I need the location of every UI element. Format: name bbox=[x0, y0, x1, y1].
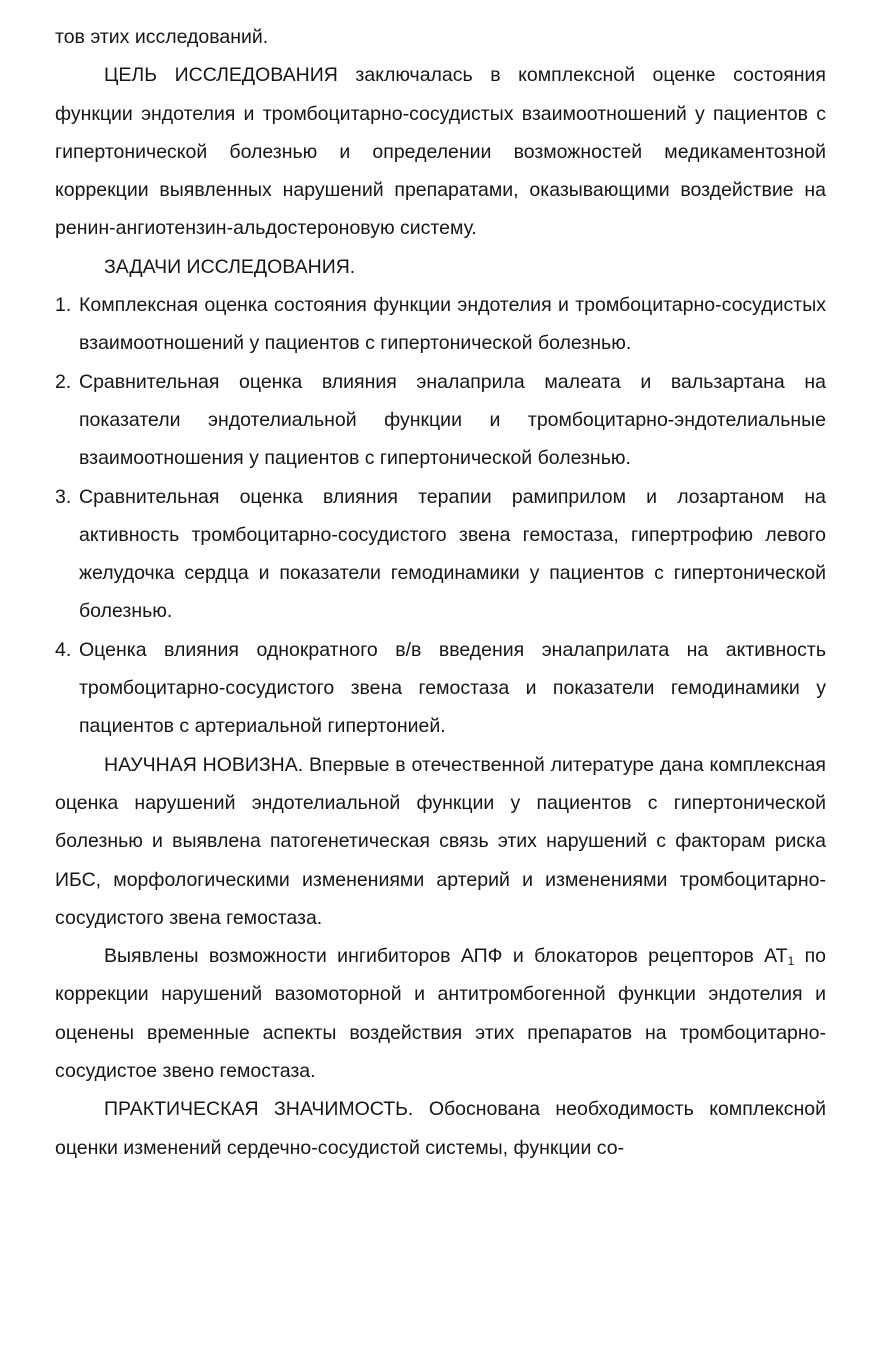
list-item-number: 1. bbox=[55, 294, 72, 317]
paragraph-novelty bbox=[55, 746, 826, 937]
list-item-number: 4. bbox=[55, 638, 72, 661]
list-item-text: Сравнительная оценка влияния эналаприла малеата и вальзартана на показатели эндотелиальной функции и тромбоцитарно-эндотелиальные взаимоотношения у пациентов с гипертонической болезнью. bbox=[79, 370, 826, 470]
list-item-number: 3. bbox=[55, 485, 72, 508]
practical-heading: ПРАКТИЧЕСКАЯ ЗНАЧИМОСТЬ. bbox=[104, 1098, 414, 1121]
paragraph-practical bbox=[55, 1090, 826, 1167]
revealed-text-start: Выявлены возможности ингибиторов АПФ и блокаторов рецепторов АТ bbox=[104, 945, 788, 968]
list-item bbox=[55, 286, 826, 363]
novelty-text: Впервые в отечественной литературе дана комплексная оценка нарушений эндотелиальной функции у пациентов с гипертонической болезнью и выявлена патогенетическая связь этих нарушений с факторам риска ИБС, морфологическими изменениями артерий и изменениями тромбоцитарно-сосудистого звена гемостаза. bbox=[55, 753, 826, 929]
list-item-number: 2. bbox=[55, 370, 72, 393]
document-page bbox=[55, 18, 826, 1167]
list-item-text: Комплексная оценка состояния функции эндотелия и тромбоцитарно-сосудистых взаимоотношений у пациентов с гипертонической болезнью. bbox=[79, 294, 826, 355]
tasks-heading-text: ЗАДАЧИ ИССЛЕДОВАНИЯ. bbox=[104, 255, 356, 278]
list-item-text: Сравнительная оценка влияния терапии рамиприлом и лозартаном на активность тромбоцитарно-сосудистого звена гемостаза, гипертрофию левого желудочка сердца и показатели гемодинамики у пациентов с гипертонической болезнью. bbox=[79, 485, 826, 623]
list-item bbox=[55, 478, 826, 631]
novelty-heading: НАУЧНАЯ НОВИЗНА. bbox=[104, 753, 304, 776]
tasks-heading bbox=[55, 248, 826, 286]
paragraph-text: тов этих исследований. bbox=[55, 26, 269, 48]
revealed-text-end: по коррекции нарушений вазомоторной и антитромбогенной функции эндотелия и оценены временные аспекты воздействия этих препаратов на тромбоцитарно-сосудистое звено гемостаза. bbox=[55, 945, 827, 1083]
tasks-list bbox=[55, 286, 826, 746]
list-item bbox=[55, 363, 826, 478]
list-item bbox=[55, 631, 826, 746]
paragraph-continuation bbox=[55, 18, 826, 56]
practical-text: Обоснована необходимость комплексной оценки изменений сердечно-сосудистой системы, функции со- bbox=[55, 1098, 826, 1159]
paragraph-aim bbox=[55, 56, 826, 247]
aim-text: заключалась в комплексной оценке состояния функции эндотелия и тромбоцитарно-сосудистых взаимоотношений у пациентов с гипертонической болезнью и определении возможностей медикаментозной коррекции выявленных нарушений препаратами, оказывающими воздействие на ренин-ангиотензин-альдостероновую систему. bbox=[55, 64, 826, 240]
aim-heading: ЦЕЛЬ ИССЛЕДОВАНИЯ bbox=[104, 64, 338, 87]
paragraph-revealed bbox=[55, 937, 826, 1090]
list-item-text: Оценка влияния однократного в/в введения эналаприлата на активность тромбоцитарно-сосудистого звена гемостаза и показатели гемодинамики у пациентов с артериальной гипертонией. bbox=[79, 638, 826, 738]
subscript-index: 1 bbox=[787, 954, 795, 969]
